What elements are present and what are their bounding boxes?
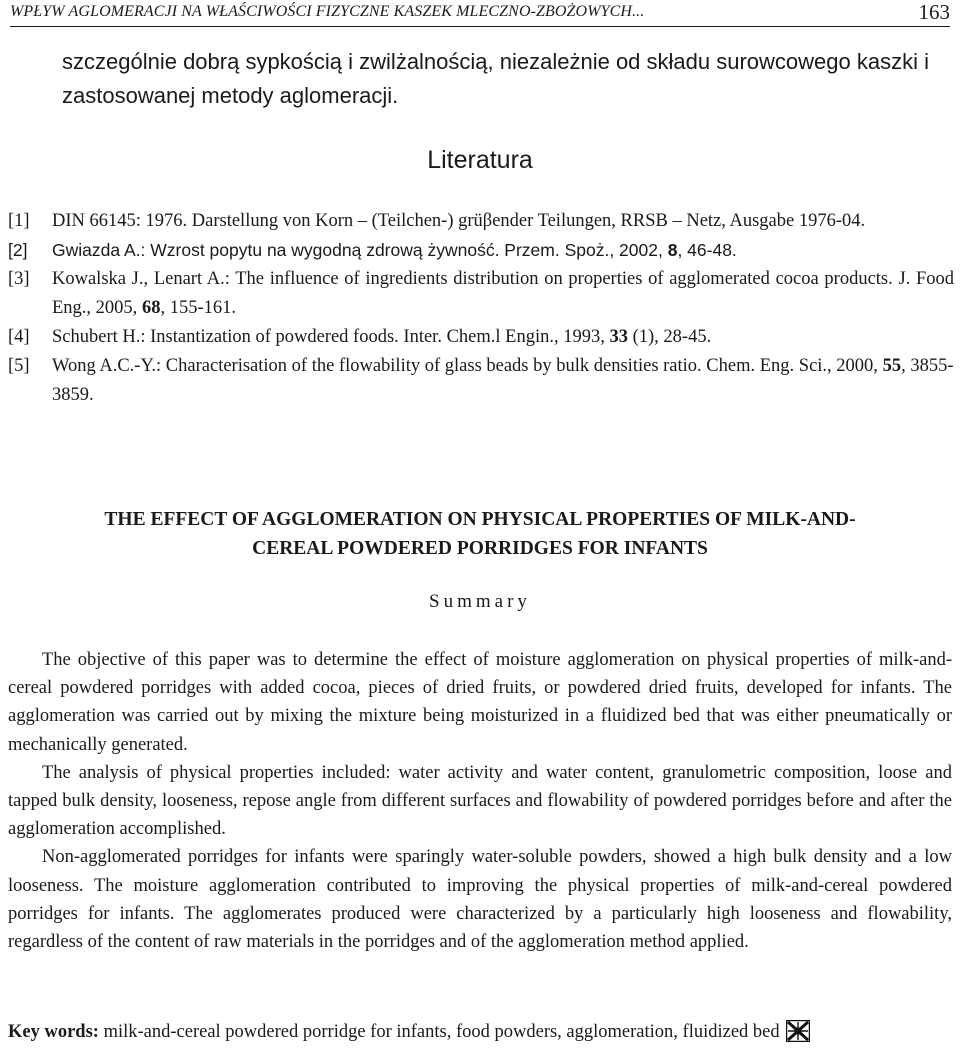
summary-paragraph: The objective of this paper was to determine the effect of moisture agglomeration on physical properties of milk-and-cereal powdered porridges with added cocoa, pieces of dried fruits, or powdered dried fruits, developed for infants. The agglomeration was carried out by mixing the mixture being moisturized in a fluidized bed that was either pneumatically or mechanically generated. [8, 650, 952, 755]
running-header [10, 0, 950, 27]
reference-item [8, 265, 954, 323]
summary-paragraph: The analysis of physical properties included: water activity and water content, granulometric composition, loose and tapped bulk density, looseness, repose angle from different surfaces and flowability of powdered porridges before and after the agglomeration accomplished. [8, 762, 952, 840]
keywords-line [8, 1019, 954, 1050]
summary-body [8, 646, 952, 956]
reference-number: [2] [8, 240, 28, 260]
running-title: WPŁYW AGLOMERACJI NA WŁAŚCIWOŚCI FIZYCZNE KASZEK MLECZNO-ZBOŻOWYCH... [10, 3, 645, 20]
english-title [0, 505, 960, 563]
summary-heading: Summary [429, 591, 531, 612]
english-title-line: THE EFFECT OF AGGLOMERATION ON PHYSICAL PROPERTIES OF MILK-AND- [104, 509, 856, 530]
intro-text: szczególnie dobrą sypkością i zwilżalnością, niezależnie od składu surowcowego kaszki i zastosowanej metody aglomeracji. [62, 49, 929, 108]
reference-text: Kowalska J., Lenart A.: The influence of ingredients distribution on properties of agglomerated cocoa products. J. Food Eng., 2005, 68, 155-161. [52, 269, 954, 318]
summary-paragraph: Non-agglomerated porridges for infants were sparingly water-soluble powders, showed a high bulk density and a low looseness. The moisture agglomeration contributed to improving the physical properties of milk-and-cereal powdered porridges for infants. The agglomerates produced were characterized by a particularly high looseness and flowability, regardless of the content of raw materials in the porridges and of the agglomeration method applied. [8, 847, 952, 953]
keywords-text: milk-and-cereal powdered porridge for infants, food powders, agglomeration, fluidized bed [98, 1022, 780, 1042]
keywords-label: Key words: [8, 1022, 99, 1042]
reference-text: Schubert H.: Instantization of powdered foods. Inter. Chem.l Engin., 1993, 33 (1), 28-45. [52, 327, 712, 347]
literature-heading: Literatura [427, 146, 533, 174]
reference-item [8, 352, 954, 410]
reference-item [8, 323, 954, 352]
reference-text: Gwiazda A.: Wzrost popytu na wygodną zdrową żywność. Przem. Spoż., 2002, 8, 46-48. [52, 240, 737, 260]
reference-item [8, 236, 954, 265]
reference-item [8, 207, 954, 236]
english-title-line: CEREAL POWDERED PORRIDGES FOR INFANTS [252, 538, 708, 559]
end-of-article-mark-icon [786, 1020, 810, 1050]
page-number: 163 [918, 0, 950, 24]
reference-list [8, 207, 954, 410]
reference-number: [5] [8, 356, 30, 376]
reference-number: [4] [8, 327, 30, 347]
reference-text: DIN 66145: 1976. Darstellung von Korn – (Teilchen-) grüβender Teilungen, RRSB – Netz, Ausgabe 1976-04. [52, 211, 866, 231]
reference-number: [3] [8, 269, 30, 289]
reference-number: [1] [8, 211, 30, 231]
reference-text: Wong A.C.-Y.: Characterisation of the flowability of glass beads by bulk densities ratio. Chem. Eng. Sci., 2000, 55, 3855-3859. [52, 356, 954, 405]
